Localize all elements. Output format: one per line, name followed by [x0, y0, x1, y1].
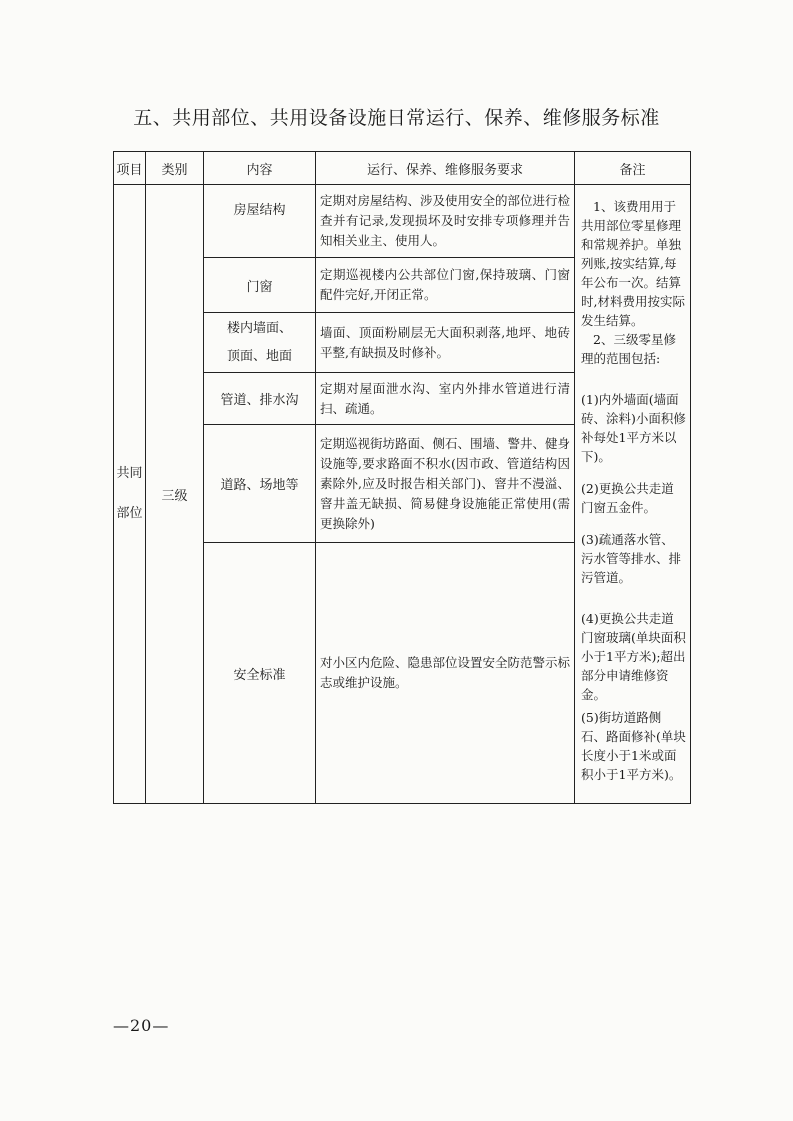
note-item: 2、三级零星修理的范围包括:	[581, 332, 676, 366]
table-header-row	[114, 152, 691, 185]
content-cell: 安全标准	[204, 543, 316, 804]
category-cell: 三级	[146, 185, 204, 804]
header-note: 备注	[575, 152, 691, 185]
requirement-cell: 定期对屋面泄水沟、室内外排水管道进行清扫、疏通。	[316, 373, 575, 425]
header-requirement: 运行、保养、维修服务要求	[316, 152, 575, 185]
requirement-cell: 对小区内危险、隐患部位设置安全防范警示标志或维护设施。	[316, 543, 575, 804]
content-line: 顶面、地面	[226, 348, 292, 364]
requirement-cell: 定期巡视楼内公共部位门窗,保持玻璃、门窗配件完好,开闭正常。	[316, 258, 575, 313]
item-line1: 共同	[116, 466, 143, 481]
item-cell	[114, 185, 146, 804]
note-item: 1、该费用用于共用部位零星修理和常规养护。单独列账,按实结算,每年公布一次。结算时,材料费用按实际发生结算。	[581, 199, 685, 328]
service-standard-table	[113, 151, 691, 804]
note-item: (4)更换公共走道门窗玻璃(单块面积小于1平方米);超出部分申请维修资金。	[581, 611, 686, 702]
item-line2: 部位	[116, 506, 143, 521]
requirement-cell: 定期巡视街坊路面、侧石、围墙、警井、健身设施等,要求路面不积水(因市政、管道结构因素除外,应及时报告相关部门)、窨井不漫溢、窨井盖无缺损、简易健身设施能正常使用(需更换除外)	[316, 425, 575, 543]
note-item: (1)内外墙面(墙面砖、涂料)小面积修补每处1平方米以下)。	[581, 392, 686, 464]
note-cell	[575, 185, 691, 804]
header-content: 内容	[204, 152, 316, 185]
header-category: 类别	[146, 152, 204, 185]
requirement-cell: 定期对房屋结构、涉及使用安全的部位进行检查并有记录,发现损坏及时安排专项修理并告知相关业主、使用人。	[316, 185, 575, 258]
content-cell: 门窗	[204, 258, 316, 313]
table-row	[114, 185, 691, 258]
content-cell: 房屋结构	[204, 185, 316, 258]
header-item: 项目	[114, 152, 146, 185]
content-cell: 管道、排水沟	[204, 373, 316, 425]
content-cell: 道路、场地等	[204, 425, 316, 543]
page-title: 五、共用部位、共用设备设施日常运行、保养、维修服务标准	[133, 107, 660, 129]
content-line: 楼内墙面、	[226, 320, 292, 336]
page-number: —20—	[113, 1016, 170, 1035]
note-item: (3)疏通落水管、污水管等排水、排污管道。	[581, 532, 682, 585]
requirement-cell: 墙面、顶面粉刷层无大面积剥落,地坪、地砖平整,有缺损及时修补。	[316, 313, 575, 373]
note-item: (5)街坊道路侧石、路面修补(单块长度小于1米或面积小于1平方米)。	[581, 710, 686, 782]
note-item: (2)更换公共走道门窗五金件。	[581, 481, 674, 515]
content-cell	[204, 313, 316, 373]
